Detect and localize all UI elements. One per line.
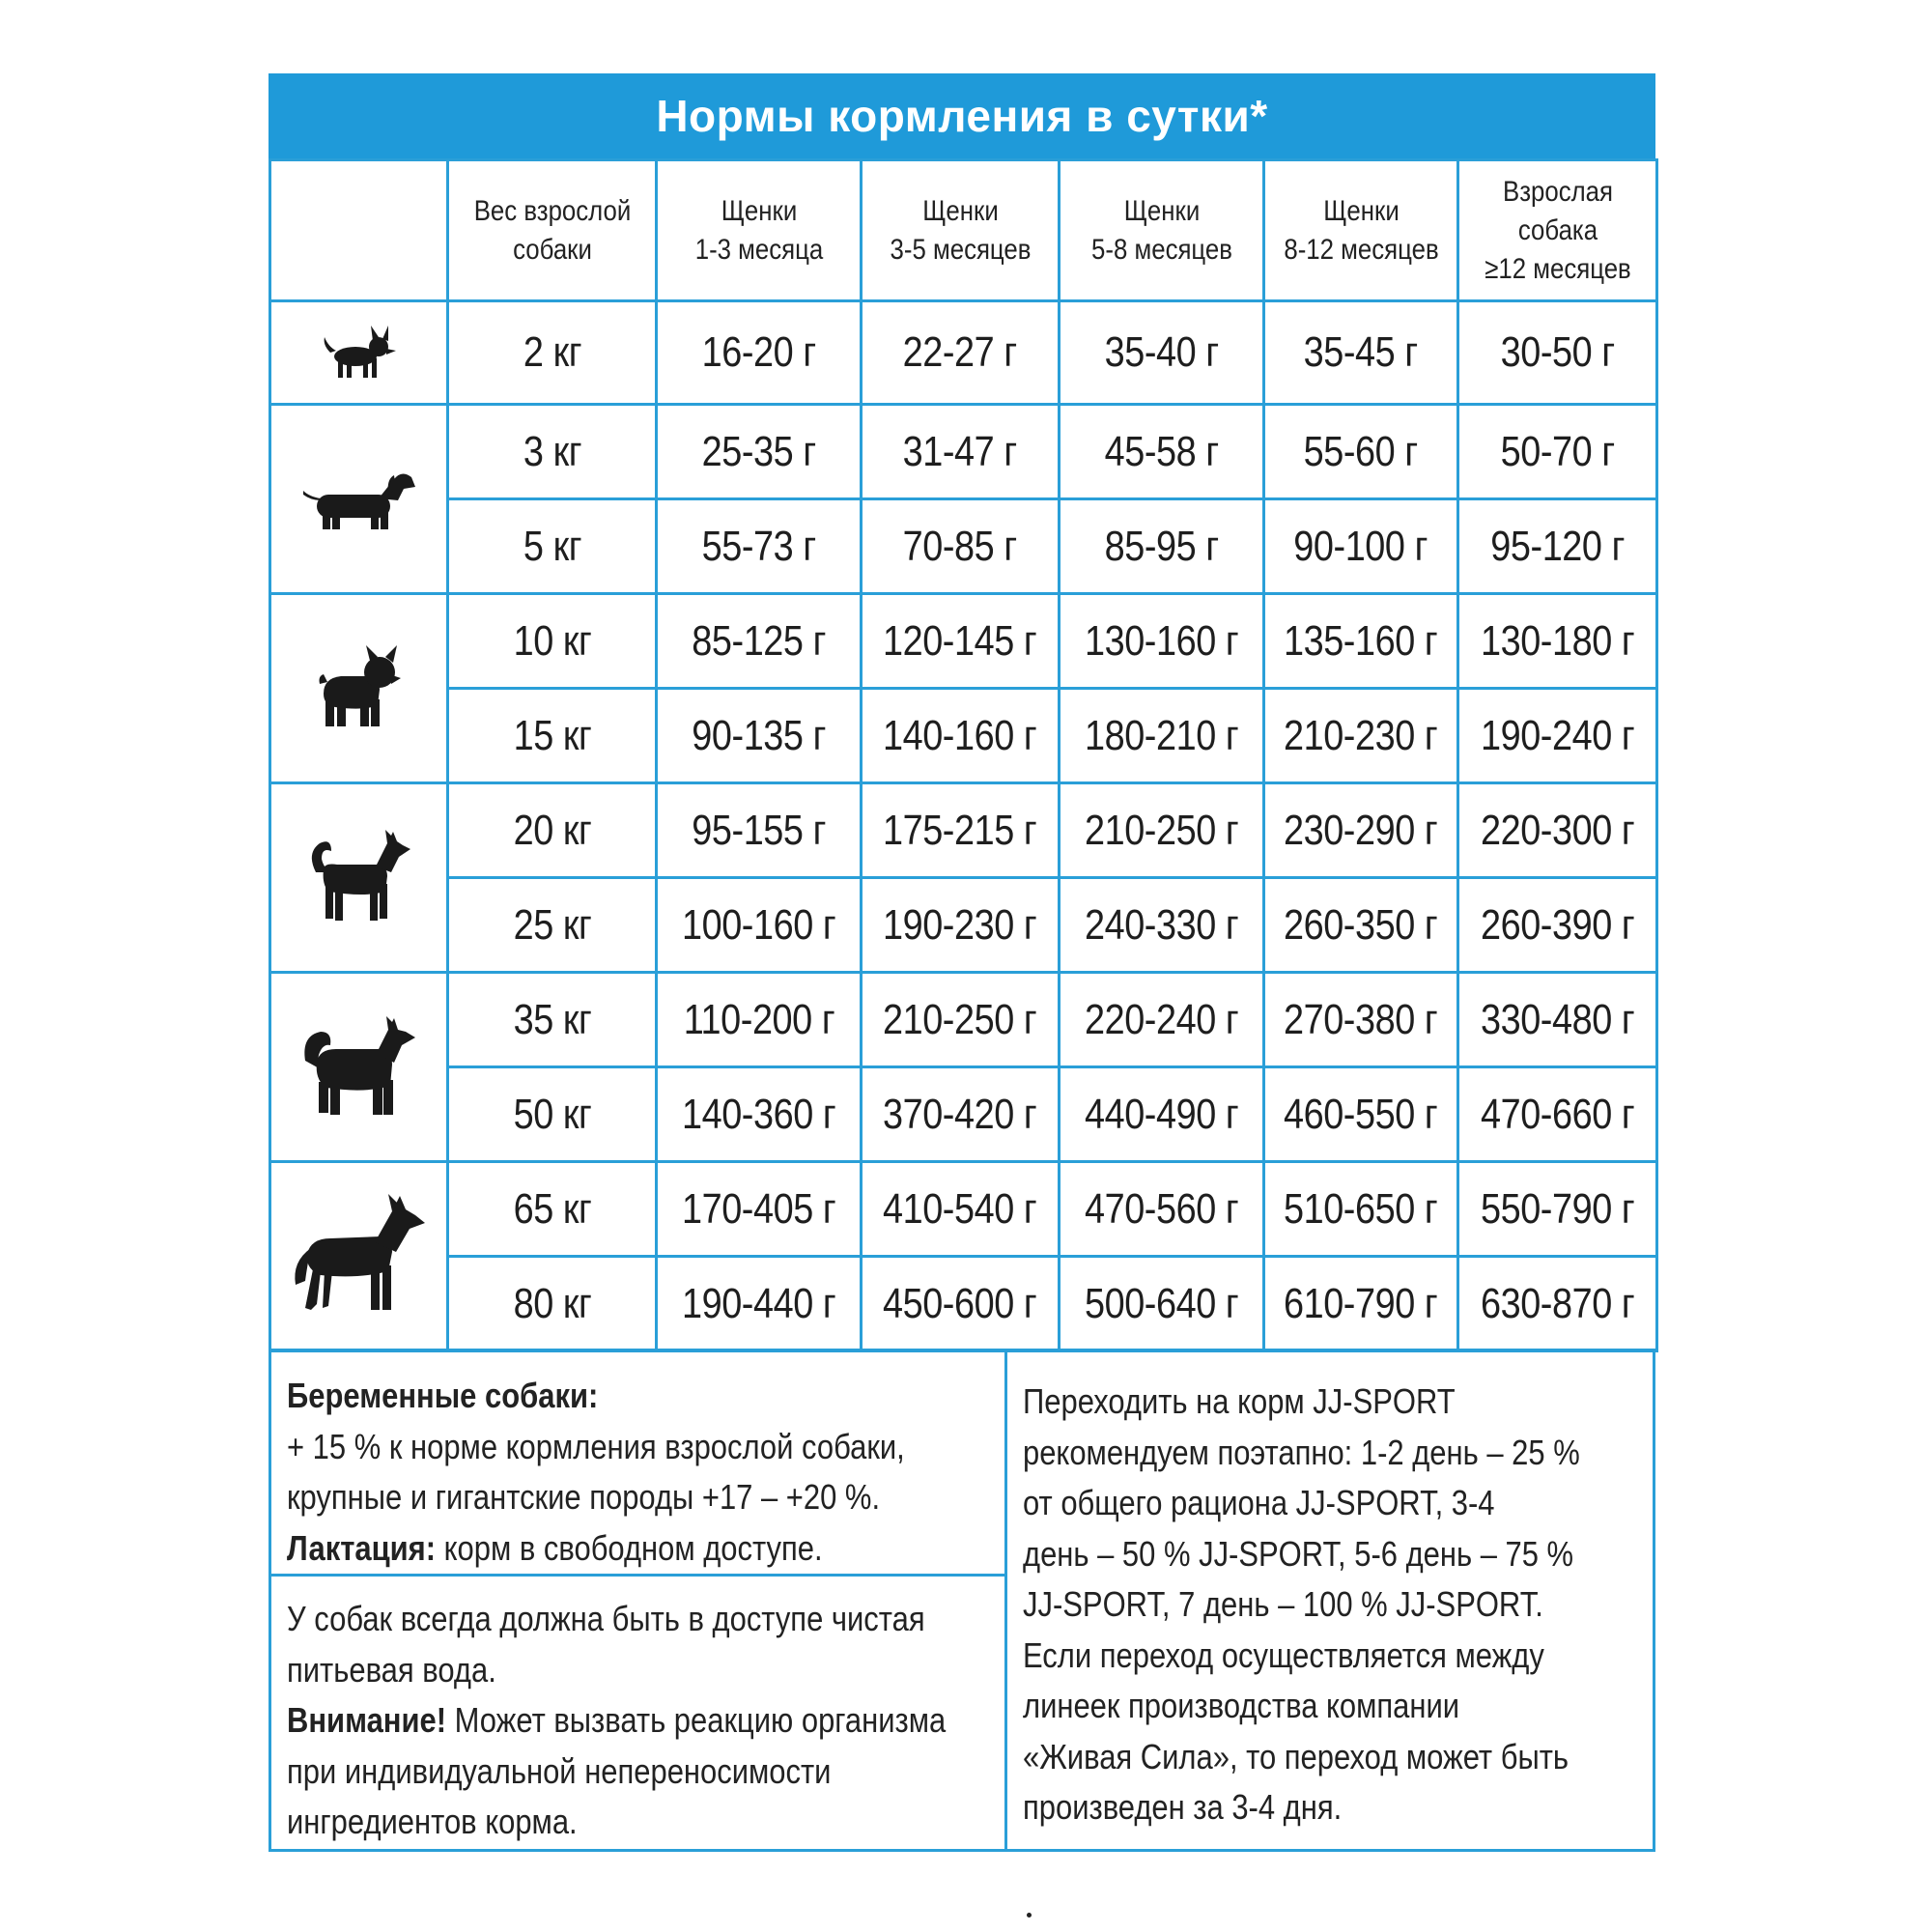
table-cell: 90-100 г [1264,499,1458,594]
table-cell: 50 кг [448,1067,657,1162]
warning-title: Внимание! [287,1700,447,1740]
header-puppies-3-5: Щенки 3-5 месяцев [875,160,1045,301]
transition-line: от общего рациона JJ-SPORT, 3-4 [1023,1483,1495,1522]
table-cell: 630-870 г [1458,1257,1657,1351]
table-cell: 220-300 г [1458,783,1657,878]
table-cell: 110-200 г [657,973,862,1067]
table-cell: 240-330 г [1060,878,1264,973]
table-cell: 460-550 г [1264,1067,1458,1162]
table-cell: 35 кг [448,973,657,1067]
table-cell: 120-145 г [862,594,1060,689]
table-cell: 450-600 г [862,1257,1060,1351]
table-cell: 35-40 г [1060,301,1264,405]
warning-line: при индивидуальной непереносимости [287,1750,832,1791]
table-cell: 210-250 г [862,973,1060,1067]
table-row [270,878,1657,973]
table-cell: 10 кг [448,594,657,689]
transition-line: рекомендуем поэтапно: 1-2 день – 25 % [1023,1432,1580,1472]
table-row [270,1067,1657,1162]
table-cell: 170-405 г [657,1162,862,1257]
chart-title: Нормы кормления в сутки* [269,73,1655,158]
table-cell: 190-230 г [862,878,1060,973]
table-cell: 175-215 г [862,783,1060,878]
header-puppies-8-12: Щенки 8-12 месяцев [1278,160,1445,301]
table-cell: 410-540 г [862,1162,1060,1257]
table-cell: 470-560 г [1060,1162,1264,1257]
feeding-chart-sheet [269,73,1655,1852]
table-cell: 190-440 г [657,1257,862,1351]
table-cell: 440-490 г [1060,1067,1264,1162]
table-cell: 35-45 г [1264,301,1458,405]
table-cell: 50-70 г [1458,405,1657,499]
table-cell: 140-160 г [862,689,1060,783]
table-cell: 2 кг [448,301,657,405]
table-cell: 210-230 г [1264,689,1458,783]
shiba-silhouette-icon [270,783,448,973]
table-cell: 180-210 г [1060,689,1264,783]
table-cell: 85-95 г [1060,499,1264,594]
table-cell: 95-120 г [1458,499,1657,594]
table-row [270,1257,1657,1351]
table-cell: 80 кг [448,1257,657,1351]
water-line: питьевая вода. [287,1649,496,1690]
transition-line: «Живая Сила», то переход может быть [1023,1736,1570,1776]
transition-line: JJ-SPORT, 7 день – 100 % JJ-SPORT. [1023,1584,1543,1624]
table-cell: 130-160 г [1060,594,1264,689]
pregnancy-note [271,1351,1007,1577]
header-puppies-5-8: Щенки 5-8 месяцев [1073,160,1249,301]
husky-silhouette-icon [270,973,448,1162]
table-cell: 230-290 г [1264,783,1458,878]
table-cell: 135-160 г [1264,594,1458,689]
lactation-title: Лактация: [287,1527,437,1568]
table-cell: 100-160 г [657,878,862,973]
transition-line: Переходить на корм JJ-SPORT [1023,1381,1456,1421]
table-cell: 130-180 г [1458,594,1657,689]
table-cell: 190-240 г [1458,689,1657,783]
table-cell: 260-350 г [1264,878,1458,973]
table-cell: 30-50 г [1458,301,1657,405]
warning-line: ингредиентов корма. [287,1802,578,1841]
table-row [270,689,1657,783]
french-bulldog-silhouette-icon [270,594,448,783]
table-row [270,783,1657,878]
transition-line: Если переход осуществляется между [1023,1634,1544,1675]
table-row [270,499,1657,594]
table-cell: 500-640 г [1060,1257,1264,1351]
transition-line: день – 50 % JJ-SPORT, 5-6 день – 75 % [1023,1533,1574,1574]
header-row [270,160,1657,301]
notes-section [269,1349,1655,1852]
table-cell: 16-20 г [657,301,862,405]
table-cell: 20 кг [448,783,657,878]
pregnant-line: + 15 % к норме кормления взрослой собаки, [287,1426,905,1466]
table-row [270,1162,1657,1257]
footer-dot [1027,1913,1032,1918]
dachshund-silhouette-icon [270,405,448,594]
chihuahua-silhouette-icon [270,301,448,405]
table-row [270,594,1657,689]
table-cell: 55-73 г [657,499,862,594]
pregnant-line: крупные и гигантские породы +17 – +20 %. [287,1477,881,1517]
table-cell: 140-360 г [657,1067,862,1162]
table-cell: 95-155 г [657,783,862,878]
table-cell: 45-58 г [1060,405,1264,499]
table-row [270,301,1657,405]
table-cell: 220-240 г [1060,973,1264,1067]
table-cell: 370-420 г [862,1067,1060,1162]
header-weight: Вес взрослой собаки [463,160,642,301]
pregnant-title: Беременные собаки: [287,1376,599,1415]
table-cell: 260-390 г [1458,878,1657,973]
table-cell: 65 кг [448,1162,657,1257]
table-cell: 550-790 г [1458,1162,1657,1257]
table-cell: 31-47 г [862,405,1060,499]
table-cell: 610-790 г [1264,1257,1458,1351]
shepherd-silhouette-icon [270,1162,448,1351]
water-line: У собак всегда должна быть в доступе чистая [287,1599,925,1638]
table-cell: 70-85 г [862,499,1060,594]
table-cell: 22-27 г [862,301,1060,405]
table-cell: 55-60 г [1264,405,1458,499]
table-cell: 85-125 г [657,594,862,689]
table-cell: 90-135 г [657,689,862,783]
table-row [270,405,1657,499]
feeding-table [269,158,1658,1352]
transition-line: произведен за 3-4 дня. [1023,1787,1343,1827]
table-cell: 5 кг [448,499,657,594]
table-cell: 470-660 г [1458,1067,1657,1162]
header-puppies-1-3: Щенки 1-3 месяца [670,160,846,301]
header-adult: Взрослая собака ≥12 месяцев [1472,160,1643,301]
table-cell: 25-35 г [657,405,862,499]
table-cell: 210-250 г [1060,783,1264,878]
warning-line: Может вызвать реакцию организма [446,1700,947,1740]
table-row [270,973,1657,1067]
water-warning-note [271,1577,1007,1849]
table-cell: 15 кг [448,689,657,783]
table-cell: 25 кг [448,878,657,973]
lactation-text: корм в свободном доступе. [436,1527,823,1568]
transition-line: линеек производства компании [1023,1686,1460,1725]
table-cell: 510-650 г [1264,1162,1458,1257]
header-icon-cell [270,160,448,301]
table-cell: 270-380 г [1264,973,1458,1067]
table-cell: 3 кг [448,405,657,499]
transition-note [1007,1351,1653,1849]
table-cell: 330-480 г [1458,973,1657,1067]
